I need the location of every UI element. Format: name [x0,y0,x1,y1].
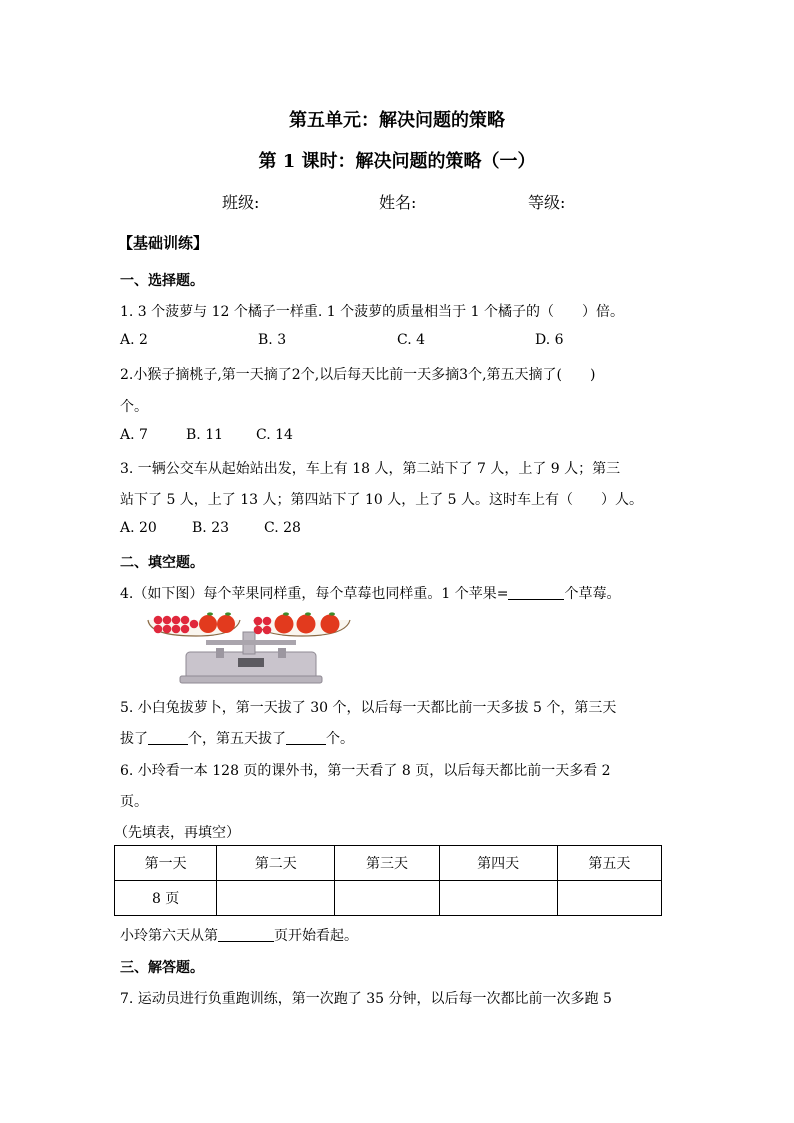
name-label: 姓名: [379,193,417,212]
q5-text-a: 拔了 [120,731,148,747]
q5-text-c: 个。 [326,731,354,747]
q1-option-a: A. 2 [120,332,148,348]
q1-option-b: B. 3 [258,332,287,348]
q6-line1: 6. 小玲看一本 128 页的课外书，第一天看了 8 页，以后每天都比前一天多看 2 [120,763,611,779]
table-header-cell: 第四天 [439,846,557,881]
q4-suffix: 个草莓。 [564,586,621,602]
class-label: 班级: [222,193,260,212]
table-cell-day4[interactable] [439,881,557,916]
table-header-row [115,846,662,881]
q6-after-line [120,925,358,945]
unit-title: 第五单元：解决问题的策略 [289,110,505,131]
lesson-title: 第 1 课时：解决问题的策略（一） [258,151,536,172]
q6-after-text-a: 小玲第六天从第 [120,928,218,944]
table-header-cell: 第五天 [557,846,661,881]
q3-option-a: A. 20 [120,520,157,536]
q2-option-a: A. 7 [120,427,148,443]
table-row [115,881,662,916]
section-basic: 【基础训练】 [118,234,209,252]
q2-option-c: C. 14 [256,427,293,443]
table-cell-day5[interactable] [557,881,661,916]
q1-option-c: C. 4 [397,332,426,348]
q6-line2: 页。 [120,794,148,810]
q5-line1: 5. 小白兔拔萝卜，第一天拔了 30 个，以后每一天都比前一天多拔 5 个，第三天 [120,700,617,716]
q1-option-d: D. 6 [535,332,564,348]
reading-table [114,845,662,916]
q2-text-line1: 2.小猴子摘桃子,第一天摘了2个,以后每天比前一天多摘3个,第五天摘了( ) [120,367,596,383]
table-cell-day3[interactable] [335,881,439,916]
q3-text-line1: 3. 一辆公交车从起始站出发，车上有 18 人，第二站下了 7 人，上了 9 人；第三 [120,461,621,477]
part1-heading: 一、选择题。 [120,273,204,289]
table-header-cell: 第二天 [217,846,335,881]
q3-text-line2: 站下了 5 人，上了 13 人；第四站下了 10 人，上了 5 人。这时车上有（ ）人。 [120,492,644,508]
q2-text-line2: 个。 [120,399,148,415]
q4-answer-blank[interactable] [508,585,564,600]
q5-blank-fifth-day[interactable] [286,730,326,745]
q4-line [120,583,620,603]
table-cell-day1: 8 页 [115,881,217,916]
table-cell-day2[interactable] [217,881,335,916]
q3-option-b: B. 23 [192,520,230,536]
q7-text: 7. 运动员进行负重跑训练，第一次跑了 35 分钟，以后每一次都比前一次多跑 5 [120,991,612,1007]
table-header-cell: 第一天 [115,846,217,881]
part3-heading: 三、解答题。 [120,960,204,976]
q1-text: 1. 3 个菠萝与 12 个橘子一样重. 1 个菠萝的质量相当于 1 个橘子的（ ）倍。 [120,304,624,320]
q3-option-c: C. 28 [264,520,301,536]
part2-heading: 二、填空题。 [120,555,204,571]
q5-blank-third-day[interactable] [148,730,188,745]
q6-after-text-b: 页开始看起。 [274,928,358,944]
grade-label: 等级: [528,193,566,212]
q6-page-blank[interactable] [218,927,274,942]
q5-text-b: 个，第五天拔了 [188,731,286,747]
table-header-cell: 第三天 [335,846,439,881]
balance-scale-image [146,608,352,684]
q2-option-b: B. 11 [186,427,224,443]
q5-line2 [120,728,354,748]
q6-note: （先填表，再填空） [114,825,240,841]
q4-text: 4.（如下图）每个苹果同样重，每个草莓也同样重。1 个苹果= [120,586,509,602]
